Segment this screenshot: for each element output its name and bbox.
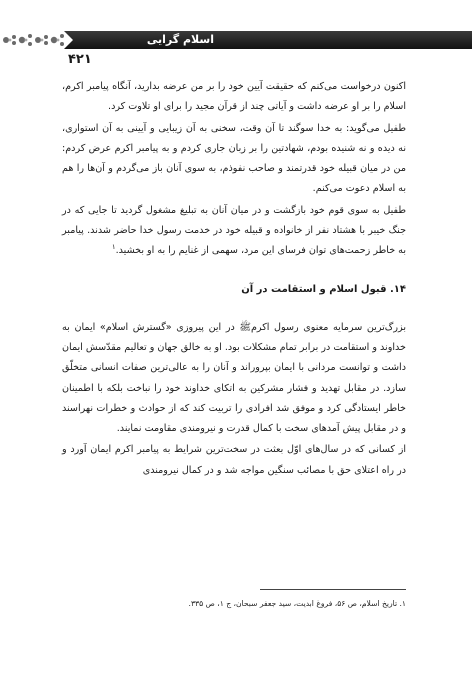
- body-text: [62, 77, 406, 481]
- paragraph: [62, 201, 406, 262]
- page-number: ۴۲۱: [68, 52, 92, 67]
- footnote: ۱. تاریخ اسلام، ص ۵۶، فروغ ابدیت، سید جعفر سبحان، ج ۱، ص ۳۳۵.: [188, 599, 406, 608]
- section-heading: ۱۴. قبول اسلام و استقامت در آن: [241, 283, 406, 295]
- footnote-divider: [260, 589, 406, 590]
- paragraph: بزرگ‌ترین سرمایه معنوی رسول اکرمﷺ در این پیروزی «گسترش اسلام» ایمان به خداوند و استقامت در برابر تمام مشکلات بود. او به خالق جهان و تعالیم مقدّسش ایمان داشت و توانست مردانی با ایمان بپروراند و آنان را به عالی‌ترین صفات انسانی متخلّق سازد. در مقابل تهدید و فشار مشرکین به اتکای خداوند خود را نباخت بلکه با اطمینان خاطر ایستادگی کرد و موفق شد افرادی را تربیت کند که از حوادث و خطرات نهراسند و در مقابل پیش آمدهای سخت با کمال قدرت و نیرومندی مقاومت نمایند.: [62, 321, 406, 435]
- paragraph: از کسانی که در سال‌های اوّل بعثت در سخت‌ترین شرایط به پیامبر اکرم ایمان آورد و در راه اعتلای حق با مصائب سنگین مواجه شد و در کمال نیرومندی: [62, 444, 406, 476]
- footnote-reference[interactable]: ۱: [111, 243, 116, 252]
- page-header: [0, 0, 472, 80]
- paragraph: طفیل می‌گوید: به خدا سوگند تا آن وقت، سخنی به آن زیبایی و آیینی به آن استواری، نه دیده و نه شنیده بودم، شهادتین را بر زبان جاری کردم و به پیامبر اکرم عرض کردم: من در میان قبیله خود قدرتمند و صاحب نفوذم، به سوی آنان باز می‌گردم و آن‌ها را هم به اسلام دعوت می‌کنم.: [62, 122, 406, 195]
- running-header-title: اسلام گرایی: [146, 33, 214, 46]
- paragraph-text: طفیل به سوی قوم خود بازگشت و در میان آنان به تبلیغ مشغول گردید تا جایی که در جنگ خیبر با هشتاد نفر از خانواده و قبیله خود در خدمت رسول خدا حاضر شدند. پیامبر به خاطر زحمت‌های توان فرسای این مرد، سهمی از غنایم را به او بخشید.: [62, 204, 406, 257]
- paragraph: اکنون درخواست می‌کنم که حقیقت آیین خود را بر من عرضه بدارید، آنگاه پیامبر اکرم، اسلام را بر او عرضه داشت و آیاتی چند از قرآن مجید را برای او تلاوت کرد.: [62, 81, 406, 113]
- title-band: [64, 31, 472, 49]
